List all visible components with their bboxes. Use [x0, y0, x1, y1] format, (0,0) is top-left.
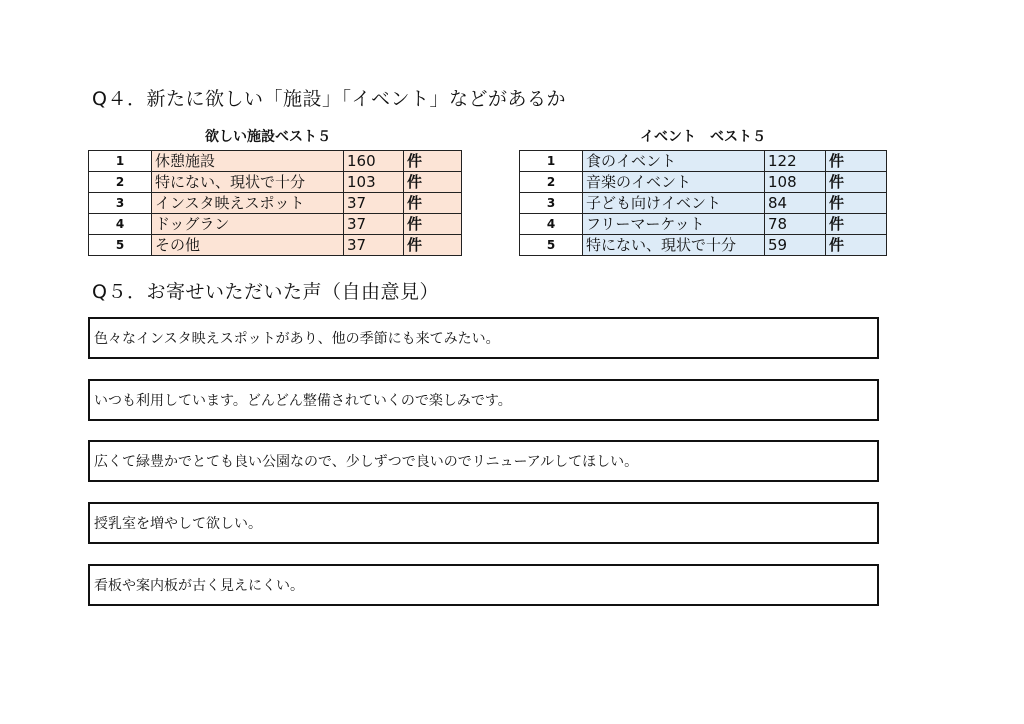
count-cell: 160: [344, 151, 404, 172]
opinion-text: 色々なインスタ映えスポットがあり、他の季節にも来てみたい。: [94, 331, 500, 347]
events-table: [519, 150, 887, 256]
name-cell: ドッグラン: [152, 214, 344, 235]
q5-heading: Q５．お寄せいただいた声（自由意見）: [92, 281, 439, 303]
table-row: [520, 214, 887, 235]
rank-cell: 1: [520, 151, 583, 172]
events-table-title: イベント ベスト５: [640, 129, 766, 145]
unit-cell: 件: [826, 151, 887, 172]
name-cell: その他: [152, 235, 344, 256]
unit-cell: 件: [826, 193, 887, 214]
opinion-text: 広くて緑豊かでとても良い公園なので、少しずつで良いのでリニューアルしてほしい。: [94, 454, 639, 470]
count-cell: 37: [344, 214, 404, 235]
opinion-box: [88, 379, 879, 421]
facilities-table: [88, 150, 462, 256]
table-row: [520, 235, 887, 256]
unit-cell: 件: [404, 151, 462, 172]
name-cell: 食のイベント: [583, 151, 765, 172]
unit-cell: 件: [826, 235, 887, 256]
opinion-box: [88, 440, 879, 482]
table-row: [520, 172, 887, 193]
name-cell: インスタ映えスポット: [152, 193, 344, 214]
rank-cell: 2: [89, 172, 152, 193]
table-row: [520, 151, 887, 172]
count-cell: 59: [765, 235, 826, 256]
count-cell: 84: [765, 193, 826, 214]
name-cell: 音楽のイベント: [583, 172, 765, 193]
name-cell: 休憩施設: [152, 151, 344, 172]
name-cell: フリーマーケット: [583, 214, 765, 235]
count-cell: 122: [765, 151, 826, 172]
unit-cell: 件: [404, 193, 462, 214]
rank-cell: 3: [89, 193, 152, 214]
unit-cell: 件: [404, 235, 462, 256]
unit-cell: 件: [826, 172, 887, 193]
table-row: [89, 235, 462, 256]
table-row: [89, 172, 462, 193]
rank-cell: 5: [89, 235, 152, 256]
count-cell: 78: [765, 214, 826, 235]
rank-cell: 4: [89, 214, 152, 235]
opinion-text: 授乳室を増やして欲しい。: [94, 516, 262, 532]
unit-cell: 件: [404, 172, 462, 193]
opinion-box: [88, 317, 879, 359]
name-cell: 特にない、現状で十分: [583, 235, 765, 256]
opinion-box: [88, 564, 879, 606]
rank-cell: 2: [520, 172, 583, 193]
count-cell: 103: [344, 172, 404, 193]
opinion-text: 看板や案内板が古く見えにくい。: [94, 578, 304, 594]
table-row: [89, 193, 462, 214]
opinion-box: [88, 502, 879, 544]
rank-cell: 4: [520, 214, 583, 235]
table-row: [520, 193, 887, 214]
count-cell: 37: [344, 235, 404, 256]
table-row: [89, 151, 462, 172]
rank-cell: 3: [520, 193, 583, 214]
unit-cell: 件: [826, 214, 887, 235]
count-cell: 37: [344, 193, 404, 214]
rank-cell: 5: [520, 235, 583, 256]
table-row: [89, 214, 462, 235]
q4-heading: Q４．新たに欲しい「施設」「イベント」などがあるか: [92, 88, 566, 110]
unit-cell: 件: [404, 214, 462, 235]
name-cell: 子ども向けイベント: [583, 193, 765, 214]
facilities-table-title: 欲しい施設ベスト５: [205, 129, 331, 145]
opinion-text: いつも利用しています。どんどん整備されていくので楽しみです。: [94, 393, 512, 409]
rank-cell: 1: [89, 151, 152, 172]
name-cell: 特にない、現状で十分: [152, 172, 344, 193]
count-cell: 108: [765, 172, 826, 193]
